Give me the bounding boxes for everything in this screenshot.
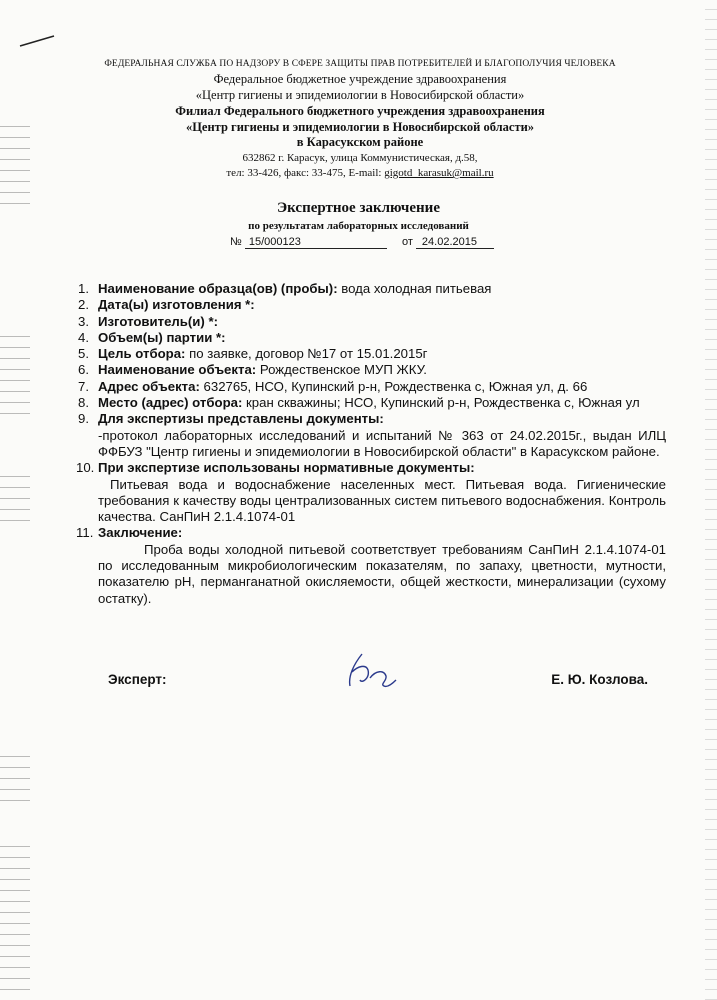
contacts-text: тел: 33-426, факс: 33-475, E-mail:: [226, 167, 385, 179]
item-label: Наименование объекта:: [98, 362, 257, 378]
item-number: 3.: [78, 313, 89, 329]
item-number: 11.: [76, 525, 94, 541]
number-label: №: [230, 236, 242, 248]
list-item: [78, 314, 666, 330]
item-number: 10.: [76, 460, 95, 476]
item-paragraph: -протокол лабораторных исследований и испытаний № 363 от 24.02.2015г., выдан ИЛЦ ФФБУЗ "Центр гигиены и эпидемиологии в Новосибирской области" в Карасукском районе.: [98, 427, 666, 459]
address-line: 632862 г. Карасук, улица Коммунистическая, д.58,: [242, 152, 478, 164]
item-text: кран скважины; НСО, Купинский р-н, Рождественка с, Южная ул: [242, 395, 640, 411]
expert-label: Эксперт:: [108, 672, 167, 687]
item-paragraph: Проба воды холодной питьевой соответствует требованиям СанПиН 2.1.4.1074-01 по исследованным микробиологическим показателям, по запаху, цветности, мутности, показателю рН, перманганатной окисляемости, общей жесткости, минерализации (сухому остатку).: [98, 541, 666, 606]
document-subtitle: по результатам лабораторных исследований: [248, 220, 469, 232]
list-item: [78, 379, 666, 395]
agency-name: ФЕДЕРАЛЬНАЯ СЛУЖБА ПО НАДЗОРУ В СФЕРЕ ЗАЩИТЫ ПРАВ ПОТРЕБИТЕЛЕЙ И БЛАГОПОЛУЧИЯ ЧЕЛОВЕКА: [104, 59, 616, 69]
list-item: [76, 460, 666, 525]
item-label: Наименование образца(ов) (пробы):: [98, 281, 338, 296]
branch-line-3: в Карасукском районе: [296, 135, 424, 149]
number-value: 15/000123: [245, 236, 387, 249]
scan-edge: [0, 840, 30, 1000]
item-label: Дата(ы) изготовления *:: [98, 297, 255, 313]
item-label: Изготовитель(и) *:: [98, 313, 218, 329]
list-item: [76, 525, 666, 606]
email-link[interactable]: gigotd_karasuk@mail.ru: [384, 167, 494, 179]
list-item: [78, 395, 666, 411]
list-item: [78, 297, 666, 313]
item-label: Заключение:: [98, 525, 183, 541]
findings-list: [78, 281, 666, 607]
item-number: 1.: [78, 281, 89, 296]
item-number: 6.: [78, 362, 89, 378]
item-label: При экспертизе использованы нормативные документы:: [98, 460, 475, 476]
item-number: 9.: [78, 411, 89, 427]
item-number: 5.: [78, 346, 89, 362]
scan-edge: [0, 750, 30, 810]
item-text: Рождественское МУП ЖКУ.: [256, 362, 427, 378]
list-item: [78, 281, 666, 297]
date-value: 24.02.2015: [416, 236, 494, 249]
corner-stroke-mark: [18, 30, 58, 50]
branch-line-2: «Центр гигиены и эпидемиологии в Новосибирской области»: [185, 120, 535, 134]
signature-row: [108, 672, 648, 702]
number-date-row: [230, 236, 494, 249]
list-item: [78, 346, 666, 362]
scan-edge: [0, 120, 30, 210]
list-item: [78, 411, 666, 460]
date-label: от: [401, 236, 413, 248]
item-number: 8.: [78, 395, 89, 411]
item-number: 4.: [78, 329, 89, 345]
org-line-1: Федеральное бюджетное учреждение здравоохранения: [213, 72, 507, 86]
contacts-line: [80, 165, 640, 182]
scan-edge: [0, 330, 30, 420]
document-title: Экспертное заключение: [276, 200, 440, 216]
scan-edge: [0, 470, 30, 530]
list-item: [78, 362, 666, 378]
branch-line-1: Филиал Федерального бюджетного учреждения здравоохранения: [175, 104, 545, 118]
item-label: Объем(ы) партии *:: [98, 329, 226, 345]
item-text: по заявке, договор №17 от 15.01.2015г: [185, 346, 428, 362]
item-text: вода холодная питьевая: [337, 281, 492, 296]
list-item: [78, 330, 666, 346]
expert-name: Е. Ю. Козлова.: [551, 672, 648, 687]
item-label: Место (адрес) отбора:: [98, 395, 243, 411]
item-label: Адрес объекта:: [98, 378, 200, 394]
item-label: Для экспертизы представлены документы:: [98, 411, 384, 427]
scan-edge-right: [705, 0, 717, 1000]
item-paragraph: Питьевая вода и водоснабжение населенных мест. Питьевая вода. Гигиенические требования к качеству воды централизованных систем питьевого водоснабжения. Контроль качества. СанПиН 2.1.4.1074-01: [98, 476, 666, 525]
item-number: 7.: [78, 378, 89, 394]
item-number: 2.: [78, 297, 89, 313]
item-text: 632765, НСО, Купинский р-н, Рождественка с, Южная ул, д. 66: [199, 378, 588, 394]
item-label: Цель отбора:: [98, 346, 186, 362]
org-line-2: «Центр гигиены и эпидемиологии в Новосибирской области»: [195, 88, 525, 102]
